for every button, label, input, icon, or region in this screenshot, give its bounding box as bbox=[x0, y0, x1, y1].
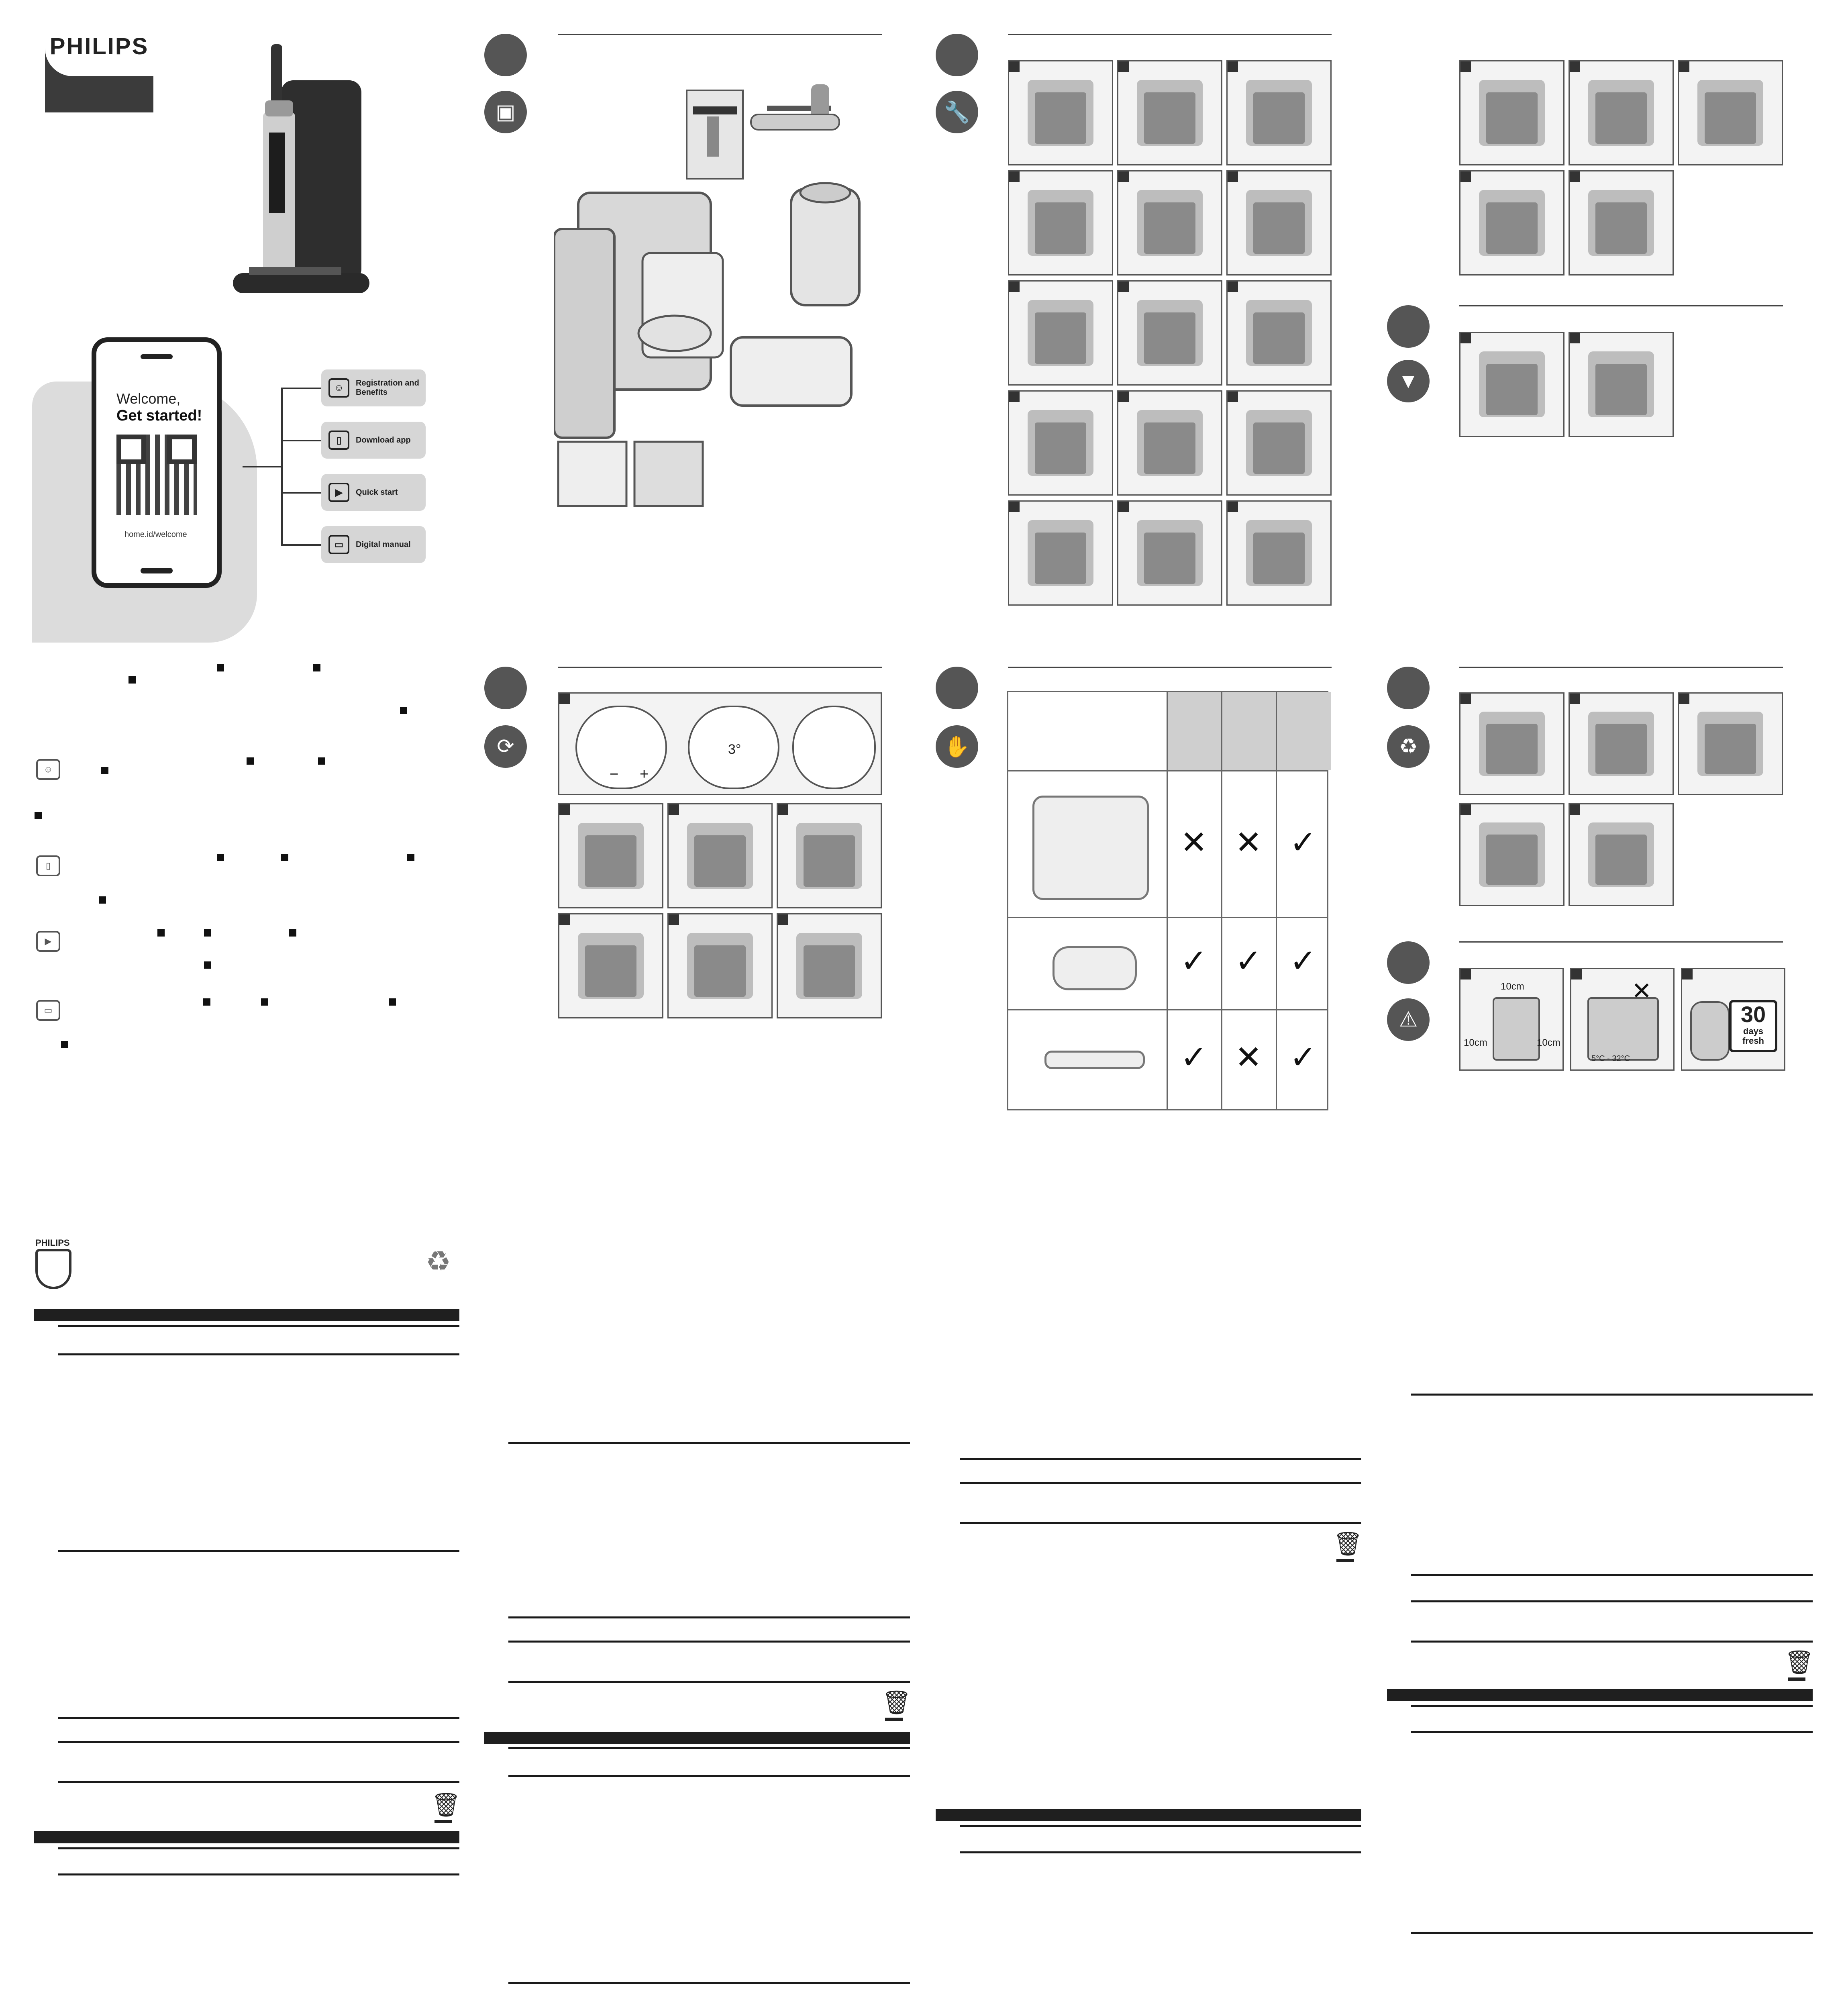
tap-tube-image bbox=[1044, 1051, 1145, 1069]
quick-start-option[interactable]: ▶ Quick start bbox=[321, 474, 426, 511]
text-rule bbox=[508, 1442, 910, 1444]
temperature-range: 5°C - 32°C bbox=[1591, 1054, 1630, 1063]
no-mark: ✕ bbox=[1235, 1039, 1262, 1075]
text-rule bbox=[960, 1851, 1361, 1853]
replace-keg-step bbox=[667, 913, 773, 1018]
cleaning-hand-icon: ✋ bbox=[936, 725, 978, 768]
top-clearance: 10cm bbox=[1501, 981, 1524, 992]
setup-step bbox=[1008, 60, 1113, 165]
digital-manual-option[interactable]: ▭ Digital manual bbox=[321, 526, 426, 563]
philips-logo bbox=[45, 16, 153, 112]
video-icon: ▶ bbox=[36, 931, 60, 952]
list-bullet bbox=[99, 896, 106, 904]
cleaning-table bbox=[1007, 691, 1328, 1110]
list-bullet bbox=[204, 929, 211, 937]
no-sun-icon: ✕ bbox=[1632, 977, 1652, 1004]
text-rule bbox=[58, 1847, 459, 1849]
left-clearance: 10cm bbox=[1464, 1037, 1487, 1048]
table-row bbox=[1008, 770, 1327, 918]
list-bullet bbox=[407, 854, 414, 861]
section-number-circle bbox=[484, 34, 527, 76]
setup-step bbox=[1117, 390, 1222, 496]
temperature-step bbox=[1570, 968, 1675, 1071]
install-step bbox=[1569, 170, 1674, 275]
disassembly-step bbox=[1459, 803, 1564, 906]
text-rule bbox=[508, 1982, 910, 1984]
recycle-icon: ♻ bbox=[1387, 725, 1430, 768]
setup-step bbox=[1117, 170, 1222, 275]
text-rule bbox=[508, 1747, 910, 1749]
temperature-display: 3° bbox=[728, 742, 741, 757]
yes-mark: ✓ bbox=[1289, 943, 1317, 979]
section-rule bbox=[1008, 667, 1332, 668]
text-rule bbox=[1411, 1731, 1813, 1733]
text-rule bbox=[58, 1353, 459, 1355]
text-rule bbox=[58, 1781, 459, 1783]
section-heading-bar bbox=[34, 1831, 459, 1843]
replace-keg-step bbox=[667, 803, 773, 908]
list-bullet bbox=[217, 664, 224, 671]
philips-shield-logo: PHILIPS bbox=[35, 1249, 71, 1289]
section-rule bbox=[1459, 941, 1783, 943]
section-rule bbox=[1459, 305, 1783, 306]
qr-code[interactable] bbox=[116, 435, 197, 515]
install-step bbox=[1459, 170, 1564, 275]
list-bullet bbox=[318, 757, 325, 765]
yes-mark: ✓ bbox=[1235, 943, 1262, 979]
text-rule bbox=[508, 1681, 910, 1683]
machine-image bbox=[1032, 796, 1149, 900]
install-step bbox=[1569, 60, 1674, 165]
list-bullet bbox=[313, 664, 320, 671]
section-number-circle bbox=[1387, 941, 1430, 984]
replace-icon: ⟳ bbox=[484, 725, 527, 768]
weee-bin-icon: 🗑 bbox=[431, 1791, 455, 1823]
right-clearance: 10cm bbox=[1537, 1037, 1560, 1048]
section-number-circle bbox=[936, 34, 978, 76]
no-mark: ✕ bbox=[1180, 824, 1208, 860]
text-rule bbox=[1411, 1932, 1813, 1934]
table-row bbox=[1008, 917, 1327, 1010]
brand-name: PHILIPS bbox=[49, 33, 149, 59]
people-icon: ☺ bbox=[36, 759, 60, 780]
people-icon: ☺ bbox=[328, 378, 349, 398]
setup-step bbox=[1008, 390, 1113, 496]
weee-bin-icon: 🗑 bbox=[1333, 1530, 1357, 1562]
beer-dispenser-image bbox=[225, 32, 377, 313]
yes-mark: ✓ bbox=[1180, 943, 1208, 979]
download-app-option[interactable]: ▯ Download app bbox=[321, 422, 426, 459]
list-bullet bbox=[129, 676, 136, 684]
disassembly-step bbox=[1569, 692, 1674, 795]
book-icon: ▭ bbox=[36, 1000, 60, 1021]
text-rule bbox=[508, 1775, 910, 1777]
section-heading-bar bbox=[936, 1809, 1361, 1821]
replace-keg-step bbox=[777, 803, 882, 908]
parts-overview-illustration bbox=[554, 60, 883, 514]
replace-keg-step bbox=[777, 913, 882, 1018]
section-number-circle bbox=[1387, 667, 1430, 709]
text-rule bbox=[58, 1550, 459, 1552]
list-bullet bbox=[289, 929, 296, 937]
list-bullet bbox=[203, 998, 210, 1006]
setup-step bbox=[1008, 280, 1113, 386]
list-bullet bbox=[204, 961, 211, 969]
text-rule bbox=[960, 1522, 1361, 1524]
install-step bbox=[1678, 60, 1783, 165]
app-icon: ▯ bbox=[36, 855, 60, 876]
section-number-circle bbox=[1387, 305, 1430, 348]
tap-step bbox=[1459, 332, 1564, 437]
wrench-icon: 🔧 bbox=[936, 91, 978, 133]
setup-step bbox=[1117, 280, 1222, 386]
text-rule bbox=[1411, 1705, 1813, 1707]
list-bullet bbox=[35, 812, 42, 819]
no-mark: ✕ bbox=[1235, 824, 1262, 860]
section-rule bbox=[1008, 34, 1332, 35]
table-row bbox=[1008, 1009, 1327, 1112]
list-bullet bbox=[157, 929, 165, 937]
yes-mark: ✓ bbox=[1180, 1039, 1208, 1075]
list-bullet bbox=[400, 707, 407, 714]
phone-illustration bbox=[92, 337, 222, 588]
section-rule bbox=[558, 667, 882, 668]
display-indicator-step bbox=[558, 692, 882, 795]
setup-step bbox=[1117, 60, 1222, 165]
text-rule bbox=[508, 1616, 910, 1618]
disassembly-step bbox=[1678, 692, 1783, 795]
text-rule bbox=[1411, 1600, 1813, 1602]
text-rule bbox=[508, 1641, 910, 1643]
plus-button: + bbox=[640, 766, 649, 783]
warning-icon: ⚠ bbox=[1387, 998, 1430, 1041]
text-rule bbox=[58, 1873, 459, 1875]
section-heading-bar bbox=[34, 1309, 459, 1321]
box-icon: ▣ bbox=[484, 91, 527, 133]
list-bullet bbox=[101, 767, 108, 774]
disassembly-step bbox=[1569, 803, 1674, 906]
setup-step bbox=[1008, 170, 1113, 275]
text-rule bbox=[58, 1325, 459, 1327]
setup-step bbox=[1226, 280, 1332, 386]
registration-option[interactable]: ☺ Registration and Benefits bbox=[321, 369, 426, 406]
text-rule bbox=[960, 1458, 1361, 1460]
setup-step bbox=[1226, 170, 1332, 275]
setup-step bbox=[1008, 500, 1113, 606]
welcome-url: home.id/welcome bbox=[124, 530, 187, 539]
dishwasher-icon bbox=[1221, 692, 1277, 770]
section-number-circle bbox=[484, 667, 527, 709]
text-rule bbox=[960, 1825, 1361, 1827]
list-bullet bbox=[61, 1041, 68, 1048]
text-rule bbox=[58, 1741, 459, 1743]
freshness-badge: 30 days fresh bbox=[1729, 1000, 1777, 1052]
section-rule bbox=[1459, 667, 1783, 668]
section-heading-bar bbox=[1387, 1689, 1813, 1701]
disassembly-step bbox=[1459, 692, 1564, 795]
text-rule bbox=[1411, 1574, 1813, 1576]
section-rule bbox=[558, 34, 882, 35]
setup-step bbox=[1117, 500, 1222, 606]
list-bullet bbox=[247, 757, 254, 765]
list-bullet bbox=[281, 854, 288, 861]
minus-button: − bbox=[610, 766, 619, 783]
video-icon: ▶ bbox=[328, 483, 349, 502]
list-bullet bbox=[217, 854, 224, 861]
tap-water-icon bbox=[1167, 692, 1222, 770]
text-rule bbox=[960, 1482, 1361, 1484]
replace-keg-step bbox=[558, 803, 663, 908]
tap-step bbox=[1569, 332, 1674, 437]
yes-mark: ✓ bbox=[1289, 1039, 1317, 1075]
text-rule bbox=[1411, 1641, 1813, 1643]
book-icon: ▭ bbox=[328, 535, 349, 554]
welcome-text: Welcome, bbox=[116, 390, 181, 407]
recycle-icon: ♻ bbox=[426, 1246, 451, 1277]
weee-bin-icon: 🗑 bbox=[882, 1689, 906, 1721]
install-step bbox=[1459, 60, 1564, 165]
setup-step bbox=[1226, 390, 1332, 496]
drip-tray-image bbox=[1053, 946, 1137, 990]
get-started-text: Get started! bbox=[116, 407, 202, 424]
text-rule bbox=[58, 1717, 459, 1719]
weee-bin-icon: 🗑 bbox=[1785, 1649, 1809, 1681]
list-bullet bbox=[389, 998, 396, 1006]
replace-keg-step bbox=[558, 913, 663, 1018]
yes-mark: ✓ bbox=[1289, 824, 1317, 860]
tap-icon: ▼ bbox=[1387, 360, 1430, 402]
setup-step bbox=[1226, 500, 1332, 606]
clearance-step bbox=[1459, 968, 1564, 1071]
setup-step bbox=[1226, 60, 1332, 165]
section-number-circle bbox=[936, 667, 978, 709]
app-icon: ▯ bbox=[328, 431, 349, 450]
text-rule bbox=[1411, 1394, 1813, 1396]
section-heading-bar bbox=[484, 1732, 910, 1744]
cloth-icon bbox=[1276, 692, 1331, 770]
list-bullet bbox=[261, 998, 268, 1006]
